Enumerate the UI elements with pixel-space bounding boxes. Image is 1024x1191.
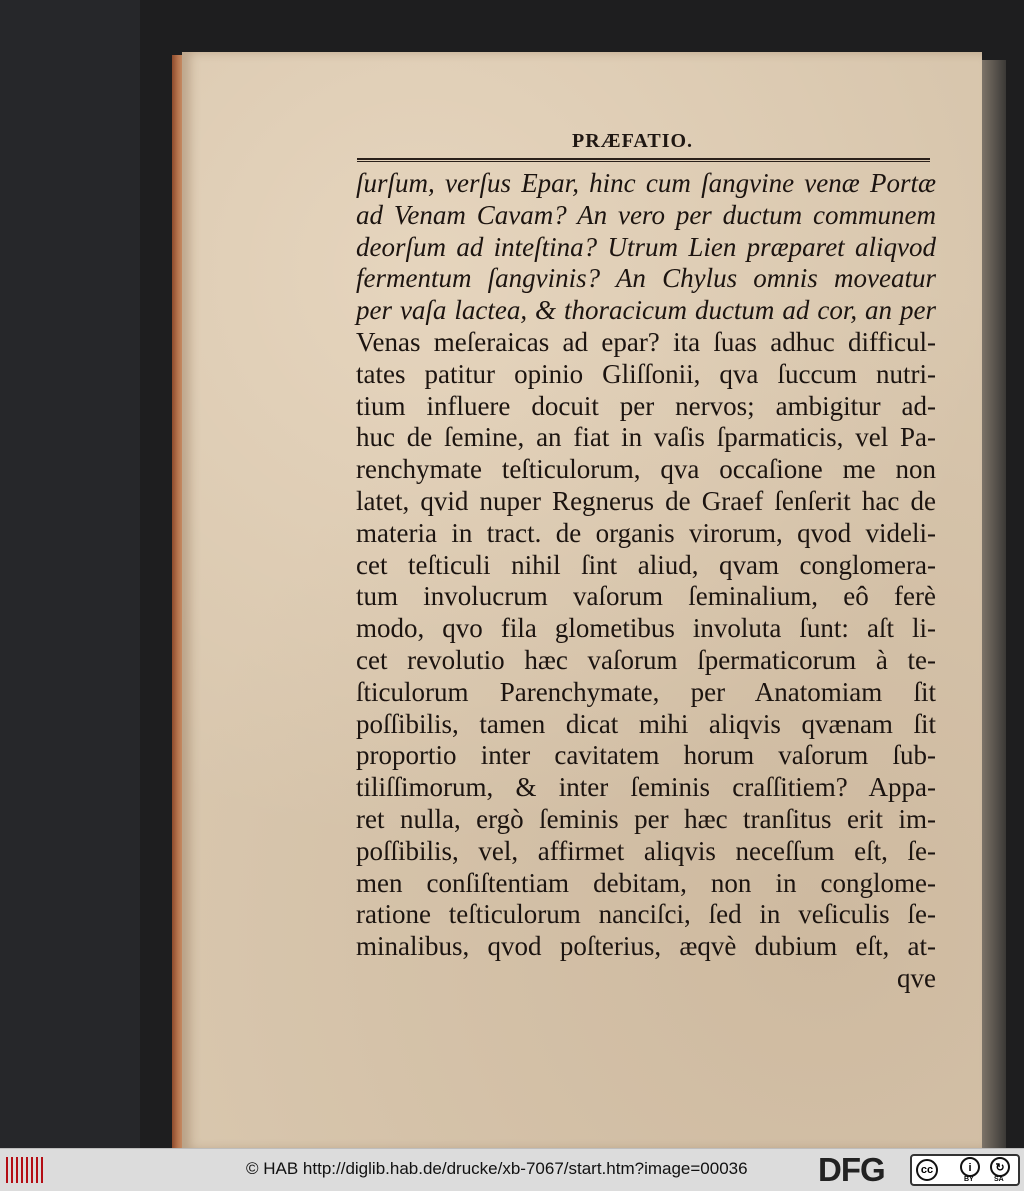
source-link[interactable]: © HAB http://diglib.hab.de/drucke/xb-7067/start.htm?image=00036 — [246, 1159, 748, 1178]
catchword: qve — [897, 962, 936, 993]
sa-label: SA — [994, 1176, 1004, 1183]
text-line: tium influere docuit per nervos; ambigitur ad- — [356, 390, 936, 421]
text-line: ad Venam Cavam? An vero per ductum communem — [356, 199, 936, 230]
text-line: ſticulorum Parenchymate, per Anatomiam ſit — [356, 676, 936, 707]
text-line: deorſum ad inteſtina? Utrum Lien præparet aliqvod — [356, 231, 936, 262]
background-left — [0, 0, 140, 1148]
attribution-icon: i — [960, 1157, 980, 1177]
header-rule — [357, 158, 930, 162]
by-label: BY — [964, 1176, 974, 1183]
text-line: tiliſſimorum, & inter ſeminis craſſitiem? Appa- — [356, 772, 936, 803]
dfg-logo: DFG — [818, 1151, 885, 1188]
page-title: PRÆFATIO. — [572, 130, 694, 152]
cc-license-icon[interactable] — [910, 1154, 1020, 1186]
text-line: men conſiſtentiam debitam, non in conglome- — [356, 867, 936, 898]
text-line: materia in tract. de organis virorum, qvod videli- — [356, 517, 936, 548]
text-line: latet, qvid nuper Regnerus de Graef ſenſerit hac de — [356, 485, 936, 516]
text-line: ratione teſticulorum nanciſci, ſed in veſiculis ſe- — [356, 899, 936, 930]
text-line: proportio inter cavitatem horum vaſorum ſub- — [356, 740, 936, 771]
text-line: fermentum ſangvinis? An Chylus omnis moveatur — [356, 263, 936, 294]
hab-logo — [6, 1157, 46, 1183]
text-line: ret nulla, ergò ſeminis per hæc tranſitus erit im- — [356, 803, 936, 834]
text-line: cet teſticuli nihil ſint aliud, qvam conglomera- — [356, 549, 936, 580]
page-right-shadow — [982, 60, 1006, 1150]
text-line: minalibus, qvod poſterius, æqvè dubium eſt, at- — [356, 931, 936, 962]
text-line: poſſibilis, tamen dicat mihi aliqvis qvænam ſit — [356, 708, 936, 739]
share-alike-icon: ↻ — [990, 1157, 1010, 1177]
body-text — [356, 168, 936, 995]
text-line: ſurſum, verſus Epar, hinc cum ſangvine venæ Portæ — [356, 168, 936, 198]
text-line: Venas meſeraicas ad epar? ita ſuas adhuc difficul- — [356, 326, 936, 357]
text-line: per vaſa lactea, & thoracicum ductum ad cor, an per — [356, 295, 936, 326]
cc-icon: cc — [916, 1159, 938, 1181]
text-line: renchymate teſticulorum, qva occaſione me non — [356, 454, 936, 485]
text-line: tates patitur opinio Gliſſonii, qva ſuccum nutri- — [356, 358, 936, 389]
text-line: tum involucrum vaſorum ſeminalium, eô ferè — [356, 581, 936, 612]
viewer-footer — [0, 1148, 1024, 1191]
text-line: poſſibilis, vel, affirmet aliqvis neceſſum eſt, ſe- — [356, 835, 936, 866]
text-line: cet revolutio hæc vaſorum ſpermaticorum à te- — [356, 644, 936, 675]
text-line: huc de ſemine, an fiat in vaſis ſparmaticis, vel Pa- — [356, 422, 936, 453]
text-line: modo, qvo fila glometibus involuta ſunt: aſt li- — [356, 613, 936, 644]
